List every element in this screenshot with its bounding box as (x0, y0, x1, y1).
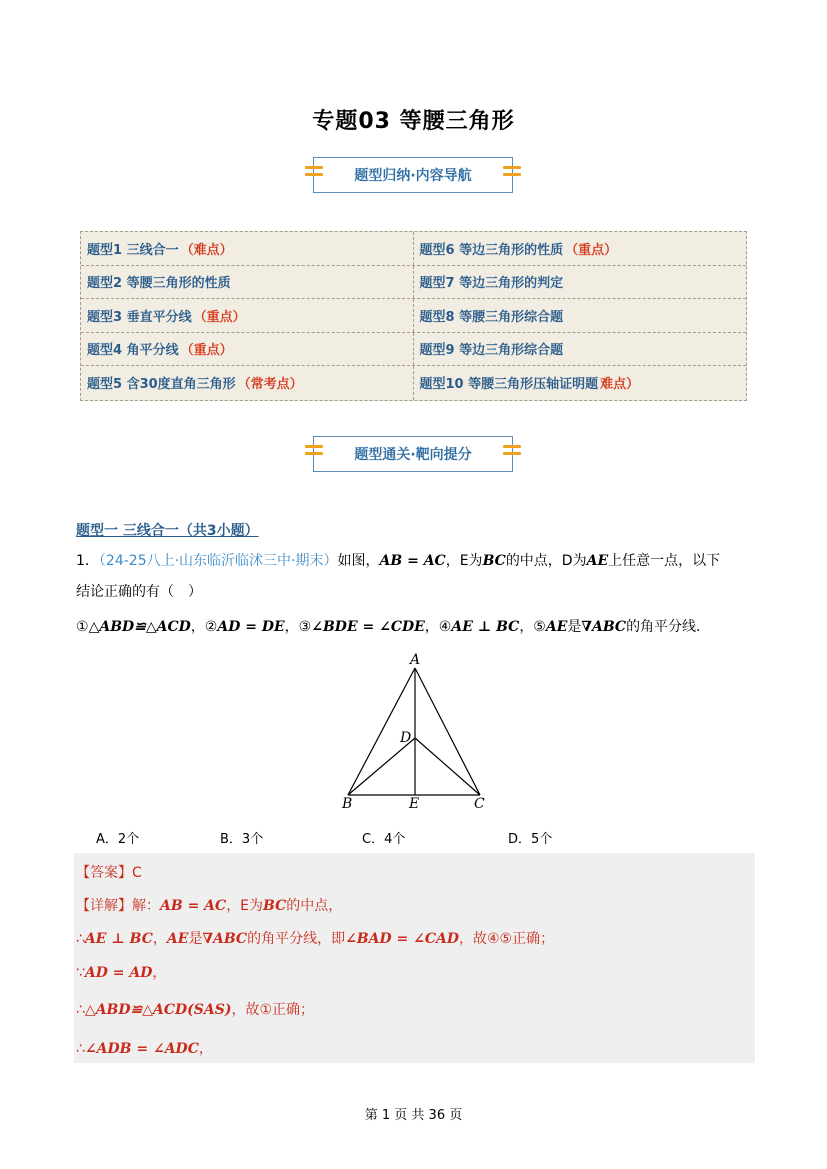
banner-decoration-icon (503, 445, 521, 463)
topic-cell: 题型1 三线合一 （难点） (81, 232, 414, 265)
topic-cell: 题型4 角平分线 （重点） (81, 333, 414, 366)
topic-cell: 题型6 等边三角形的性质 （重点） (419, 242, 618, 258)
question-number: 1． (76, 553, 99, 569)
segment-ac (415, 668, 480, 795)
table-row (81, 366, 746, 400)
banner-label: 题型归纳·内容导航 (354, 168, 472, 184)
table-row (81, 266, 746, 300)
topic-cell: 题型3 垂直平分线 （重点） (81, 299, 414, 332)
point-label-d: D (400, 730, 412, 746)
question-source: （24-25八上·山东临沂临沭三中·期末） (98, 553, 338, 569)
option-d: D．5个 (508, 832, 553, 847)
answer-line: 【答案】C (76, 865, 142, 881)
point-label-c: C (474, 796, 485, 812)
detail-line-3: ∵AD = AD， (76, 965, 167, 981)
option-b: B．3个 (220, 832, 264, 847)
triangle-figure (330, 648, 500, 813)
point-label-b: B (342, 796, 353, 812)
topic-cell: 题型10 等腰三角形压轴证明题 难点） (419, 377, 640, 393)
detail-line-5: ∴∠ADB = ∠ADC， (76, 1041, 213, 1057)
point-label-a: A (410, 652, 421, 668)
answer-panel (74, 853, 755, 1063)
table-row (81, 232, 746, 266)
table-row (81, 299, 746, 333)
option-a: A．2个 (96, 832, 140, 847)
question-line-1: 1．（24-25八上·山东临沂临沭三中·期末）如图，AB = AC，E为BC的中点，D为AE上任意一点，以下 (76, 553, 721, 569)
section-heading: 题型一 三线合一（共3小题） (76, 523, 259, 539)
segment-cd (415, 738, 480, 795)
banner-decoration-icon (503, 166, 521, 184)
option-c: C．4个 (362, 832, 406, 847)
table-row (81, 333, 746, 367)
detail-line-2: ∴AE ⊥ BC，AE是∇ABC的角平分线，即∠BAD = ∠CAD，故④⑤正确； (76, 931, 555, 947)
topic-cell: 题型5 含30度直角三角形 （常考点） (81, 366, 414, 400)
detail-line-4: ∴△ABD≌△ACD(SAS)，故①正确； (76, 1002, 315, 1018)
topic-cell: 题型9 等边三角形综合题 (419, 343, 564, 359)
topic-cell: 题型8 等腰三角形综合题 (419, 309, 564, 325)
question-line-2: 结论正确的有（ ） (76, 584, 202, 600)
page-footer: 第 1 页 共 36 页 (364, 1108, 463, 1123)
section-banner-navigation (313, 157, 513, 193)
banner-decoration-icon (305, 166, 323, 184)
topic-table (80, 231, 747, 401)
topic-cell: 题型7 等边三角形的判定 (419, 276, 564, 292)
banner-decoration-icon (305, 445, 323, 463)
topic-cell: 题型2 等腰三角形的性质 (81, 266, 414, 299)
detail-line-1: 【详解】解：AB = AC，E为BC的中点， (76, 898, 343, 914)
banner-label: 题型通关·靶向提分 (354, 447, 472, 463)
question-conclusions: ①△ABD≌△ACD，②AD = DE，③∠BDE = ∠CDE，④AE ⊥ BC，⑤AE是∇ABC的角平分线． (76, 619, 711, 635)
section-banner-practice (313, 436, 513, 472)
point-label-e: E (409, 796, 420, 812)
page-title: 专题03 等腰三角形 (312, 109, 515, 134)
segment-bd (348, 738, 415, 795)
